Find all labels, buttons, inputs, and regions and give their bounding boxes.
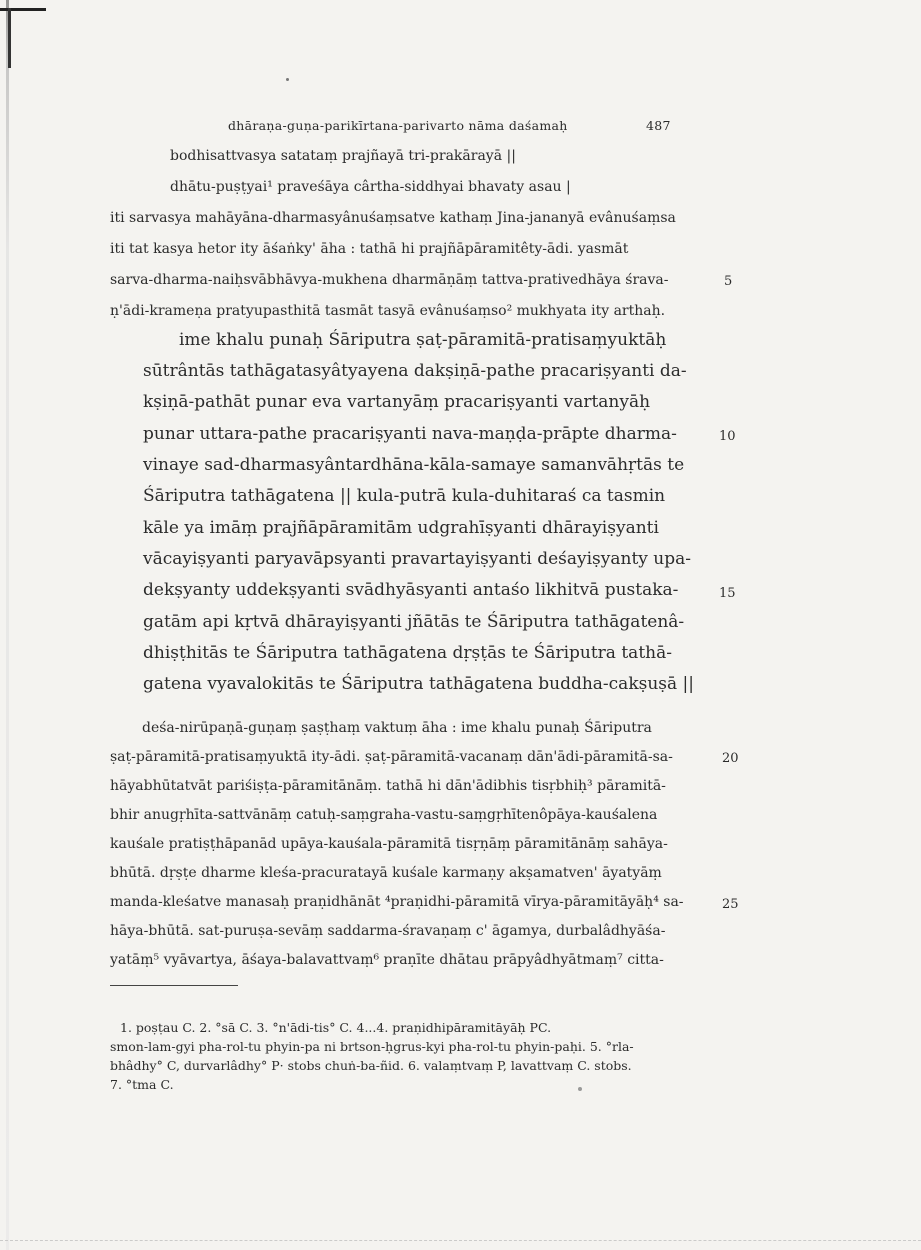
running-head: dhāraṇa-guṇa-parikīrtana-parivarto nāma daśamaḥ xyxy=(228,118,568,133)
text-line: bhir anugṛhīta-sattvānāṃ catuḥ-saṃgraha-vastu-saṃgṛhītenôpāya-kauśalena xyxy=(110,807,658,823)
line-number: 5 xyxy=(724,274,733,289)
text-line: hāyabhūtatvāt pariśiṣṭa-pāramitānāṃ. tathā hi dān'ādibhis tisṛbhiḥ³ pāramitā- xyxy=(110,778,666,794)
footnote-line: smon-lam-gyi pha-rol-tu phyin-pa ni brtson-ḥgrus-kyi pha-rol-tu phyin-paḥi. 5. °rla- xyxy=(110,1039,634,1054)
scan-corner-mark-vertical xyxy=(8,8,11,68)
footnote-line: 1. poṣṭau C. 2. °sā C. 3. °n'ādi-tis° C. 4...4. praṇidhipāramitāyāḥ PC. xyxy=(120,1020,552,1035)
text-line: deśa-nirūpaṇā-guṇaṃ ṣaṣṭhaṃ vaktuṃ āha : ime khalu punaḥ Śāriputra xyxy=(142,720,652,736)
line-number: 10 xyxy=(719,429,736,444)
text-line: dekṣyanty uddekṣyanti svādhyāsyanti antaśo likhitvā pustaka- xyxy=(143,580,679,600)
text-line: iti tat kasya hetor ity āśaṅky' āha : tathā hi prajñāpāramitêty-ādi. yasmāt xyxy=(110,241,629,257)
footnote-line: 7. °tma C. xyxy=(110,1077,174,1092)
text-line: iti sarvasya mahāyāna-dharmasyânuśaṃsatve kathaṃ Jina-jananyā evânuśaṃsa xyxy=(110,210,676,226)
text-line: kṣiṇā-pathāt punar eva vartanyāṃ pracariṣyanti vartanyāḥ xyxy=(143,392,651,412)
text-line: sūtrântās tathāgatasyâtyayena dakṣiṇā-pathe pracariṣyanti da- xyxy=(143,361,687,381)
footnote-rule xyxy=(110,985,238,986)
scan-speck xyxy=(286,78,289,81)
text-line: vinaye sad-dharmasyântardhāna-kāla-samaye samanvāhṛtās te xyxy=(143,455,685,475)
text-line: dhiṣṭhitās te Śāriputra tathāgatena dṛṣṭās te Śāriputra tathā- xyxy=(143,643,672,663)
text-line: hāya-bhūtā. sat-puruṣa-sevāṃ saddarma-śravaṇaṃ c' āgamya, durbalâdhyāśa- xyxy=(110,923,666,939)
text-line: vācayiṣyanti paryavāpsyanti pravartayiṣyanti deśayiṣyanty upa- xyxy=(143,549,692,569)
text-line: manda-kleśatve manasaḥ praṇidhānāt ⁴praṇidhi-pāramitā vīrya-pāramitāyāḥ⁴ sa- xyxy=(110,894,684,910)
page-edge xyxy=(6,0,9,1250)
text-line: dhātu-puṣṭyai¹ praveśāya cârtha-siddhyai bhavaty asau | xyxy=(170,179,571,195)
text-line: ime khalu punaḥ Śāriputra ṣaṭ-pāramitā-pratisaṃyuktāḥ xyxy=(179,330,667,350)
line-number: 20 xyxy=(722,751,739,766)
scan-speck xyxy=(578,1087,582,1091)
page-bottom-edge xyxy=(0,1240,921,1242)
text-line: gatām api kṛtvā dhārayiṣyanti jñātās te Śāriputra tathāgatenâ- xyxy=(143,612,685,632)
footnote-line: bhâdhy° C, durvarlâdhy° P· stobs chuṅ-ba-ñid. 6. valaṃtvaṃ P, lavattvaṃ C. stobs. xyxy=(110,1058,632,1073)
text-line: sarva-dharma-naiḥsvābhāvya-mukhena dharmāṇāṃ tattva-prativedhāya śrava- xyxy=(110,272,669,288)
text-line: punar uttara-pathe pracariṣyanti nava-maṇḍa-prāpte dharma- xyxy=(143,424,677,444)
text-line: yatāṃ⁵ vyāvartya, āśaya-balavattvaṃ⁶ praṇīte dhātau prāpyâdhyātmaṃ⁷ citta- xyxy=(110,952,664,968)
text-line: kauśale pratiṣṭhāpanād upāya-kauśala-pāramitā tisṛṇāṃ pāramitānāṃ sahāya- xyxy=(110,836,668,852)
text-line: bhūtā. dṛṣṭe dharme kleśa-pracuratayā kuśale karmaṇy akṣamatven' āyatyāṃ xyxy=(110,865,662,881)
text-line: kāle ya imāṃ prajñāpāramitām udgrahīṣyanti dhārayiṣyanti xyxy=(143,518,659,538)
line-number: 15 xyxy=(719,586,736,601)
text-line: Śāriputra tathāgatena || kula-putrā kula-duhitaraś ca tasmin xyxy=(143,486,666,506)
page-number: 487 xyxy=(646,118,671,133)
scan-corner-mark xyxy=(0,8,46,11)
line-number: 25 xyxy=(722,897,739,912)
text-line: ṣaṭ-pāramitā-pratisaṃyuktā ity-ādi. ṣaṭ-pāramitā-vacanaṃ dān'ādi-pāramitā-sa- xyxy=(110,749,673,765)
text-line: bodhisattvasya satataṃ prajñayā tri-prakārayā || xyxy=(170,148,516,164)
text-line: ṇ'ādi-krameṇa pratyupasthitā tasmāt tasyā evânuśaṃso² mukhyata ity arthaḥ. xyxy=(110,303,666,319)
text-line: gatena vyavalokitās te Śāriputra tathāgatena buddha-cakṣuṣā || xyxy=(143,674,695,694)
